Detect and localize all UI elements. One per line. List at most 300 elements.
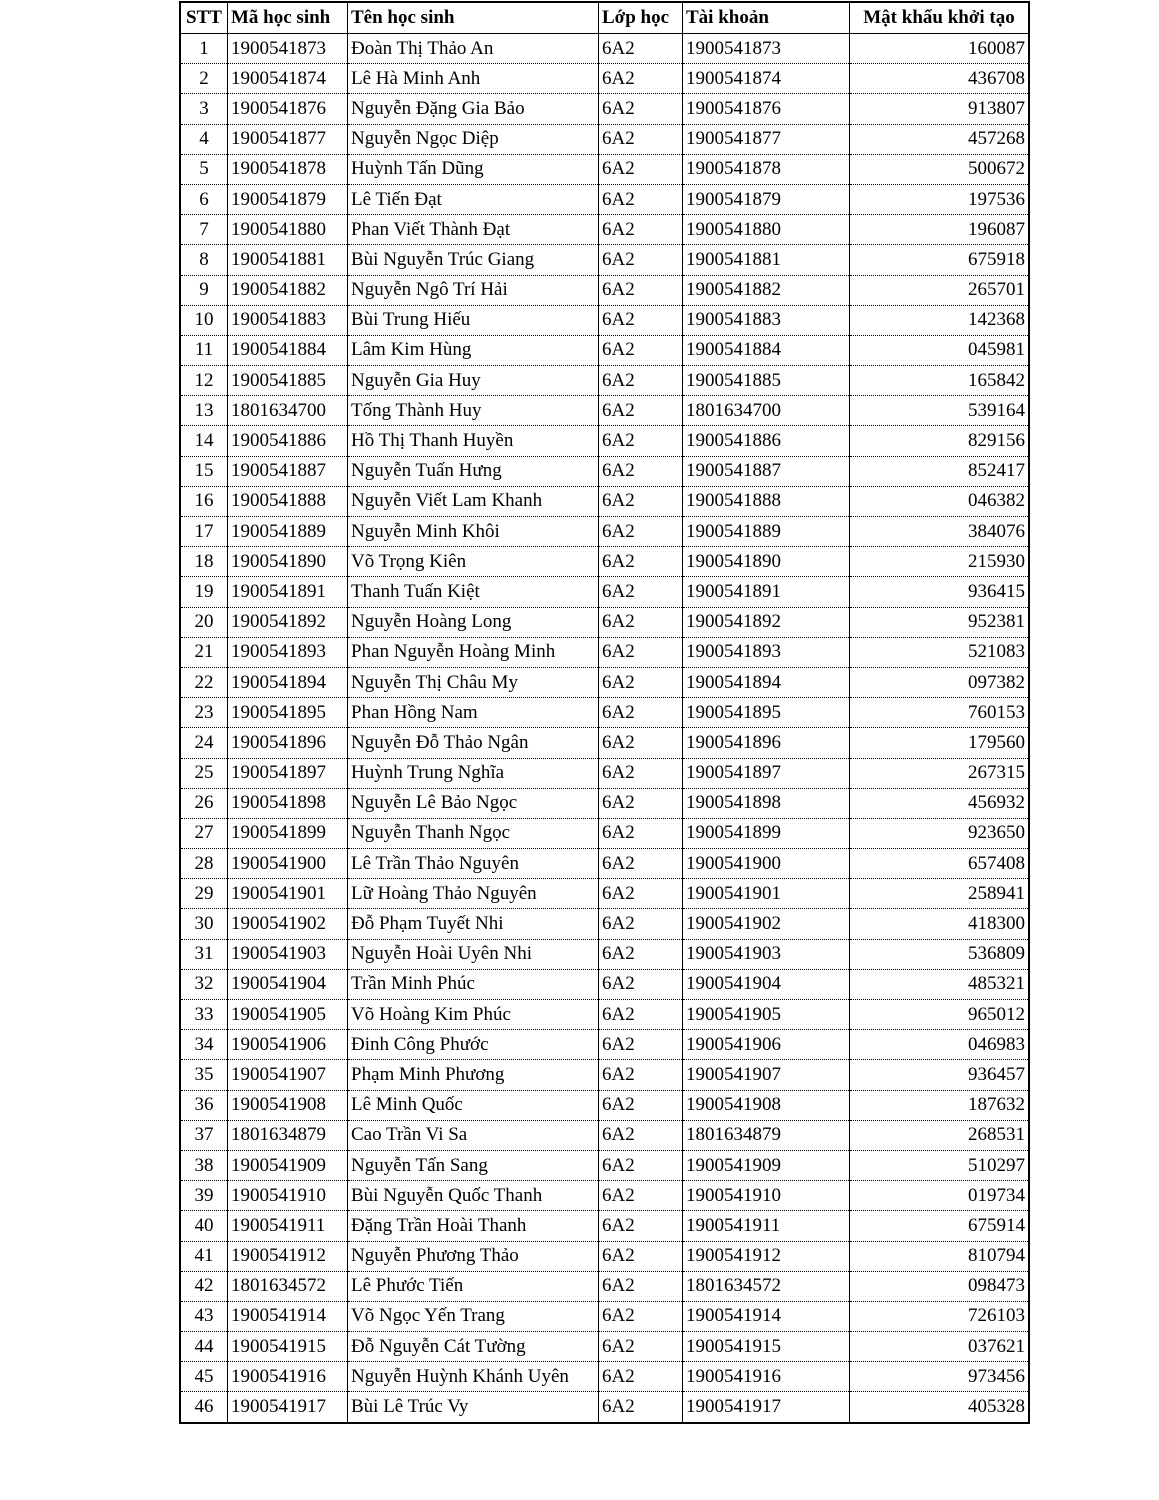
cell-student-id: 1900541898 — [228, 788, 348, 818]
cell-stt: 25 — [180, 758, 228, 788]
cell-account: 1900541900 — [683, 849, 850, 879]
cell-student-name: Đỗ Phạm Tuyết Nhi — [348, 909, 599, 939]
cell-class: 6A2 — [599, 1301, 683, 1331]
cell-initial-password: 265701 — [850, 275, 1030, 305]
cell-stt: 8 — [180, 245, 228, 275]
cell-class: 6A2 — [599, 547, 683, 577]
cell-stt: 17 — [180, 517, 228, 547]
cell-account: 1900541904 — [683, 969, 850, 999]
cell-initial-password: 267315 — [850, 758, 1030, 788]
cell-account: 1900541893 — [683, 637, 850, 667]
cell-student-name: Nguyễn Ngọc Diệp — [348, 124, 599, 154]
cell-student-id: 1900541910 — [228, 1181, 348, 1211]
cell-class: 6A2 — [599, 1392, 683, 1423]
cell-class: 6A2 — [599, 1150, 683, 1180]
cell-account: 1900541877 — [683, 124, 850, 154]
table-row — [180, 1030, 1029, 1060]
cell-student-name: Nguyễn Tuấn Hưng — [348, 456, 599, 486]
cell-stt: 31 — [180, 939, 228, 969]
cell-student-id: 1900541914 — [228, 1301, 348, 1331]
cell-initial-password: 829156 — [850, 426, 1030, 456]
cell-student-name: Hồ Thị Thanh Huyền — [348, 426, 599, 456]
cell-student-name: Bùi Nguyễn Quốc Thanh — [348, 1181, 599, 1211]
cell-account: 1900541898 — [683, 788, 850, 818]
cell-initial-password: 536809 — [850, 939, 1030, 969]
cell-stt: 26 — [180, 788, 228, 818]
cell-stt: 20 — [180, 607, 228, 637]
cell-class: 6A2 — [599, 305, 683, 335]
cell-initial-password: 936415 — [850, 577, 1030, 607]
table-row — [180, 366, 1029, 396]
cell-stt: 13 — [180, 396, 228, 426]
cell-student-name: Nguyễn Gia Huy — [348, 366, 599, 396]
table-row — [180, 849, 1029, 879]
cell-account: 1900541876 — [683, 94, 850, 124]
cell-initial-password: 952381 — [850, 607, 1030, 637]
cell-initial-password: 258941 — [850, 879, 1030, 909]
table-row — [180, 577, 1029, 607]
table-row — [180, 1000, 1029, 1030]
cell-student-name: Nguyễn Thanh Ngọc — [348, 818, 599, 848]
cell-account: 1900541873 — [683, 34, 850, 64]
cell-student-name: Nguyễn Hoàng Long — [348, 607, 599, 637]
table-row — [180, 698, 1029, 728]
cell-account: 1900541896 — [683, 728, 850, 758]
table-row — [180, 939, 1029, 969]
cell-initial-password: 045981 — [850, 335, 1030, 365]
cell-initial-password: 097382 — [850, 667, 1030, 697]
cell-initial-password: 405328 — [850, 1392, 1030, 1423]
cell-student-id: 1900541901 — [228, 879, 348, 909]
cell-stt: 43 — [180, 1301, 228, 1331]
cell-class: 6A2 — [599, 1000, 683, 1030]
cell-stt: 28 — [180, 849, 228, 879]
cell-initial-password: 675914 — [850, 1211, 1030, 1241]
cell-student-name: Phan Viết Thành Đạt — [348, 215, 599, 245]
cell-account: 1801634700 — [683, 396, 850, 426]
cell-student-name: Thanh Tuấn Kiệt — [348, 577, 599, 607]
table-row — [180, 1301, 1029, 1331]
cell-student-name: Đỗ Nguyễn Cát Tường — [348, 1332, 599, 1362]
cell-student-id: 1900541908 — [228, 1090, 348, 1120]
cell-class: 6A2 — [599, 1060, 683, 1090]
cell-student-name: Nguyễn Đặng Gia Bảo — [348, 94, 599, 124]
cell-account: 1900541908 — [683, 1090, 850, 1120]
cell-class: 6A2 — [599, 1271, 683, 1301]
cell-stt: 39 — [180, 1181, 228, 1211]
cell-student-id: 1900541907 — [228, 1060, 348, 1090]
cell-initial-password: 852417 — [850, 456, 1030, 486]
table-row — [180, 215, 1029, 245]
table-row — [180, 184, 1029, 214]
cell-account: 1900541881 — [683, 245, 850, 275]
table-row — [180, 818, 1029, 848]
cell-student-name: Nguyễn Huỳnh Khánh Uyên — [348, 1362, 599, 1392]
cell-class: 6A2 — [599, 1090, 683, 1120]
cell-class: 6A2 — [599, 1120, 683, 1150]
cell-student-name: Cao Trần Vi Sa — [348, 1120, 599, 1150]
cell-student-id: 1900541917 — [228, 1392, 348, 1423]
table-row — [180, 879, 1029, 909]
table-row — [180, 1060, 1029, 1090]
cell-student-id: 1900541904 — [228, 969, 348, 999]
table-row — [180, 34, 1029, 64]
table-body — [180, 34, 1029, 1423]
cell-class: 6A2 — [599, 1181, 683, 1211]
cell-class: 6A2 — [599, 366, 683, 396]
cell-student-name: Đoàn Thị Thảo An — [348, 34, 599, 64]
cell-account: 1801634572 — [683, 1271, 850, 1301]
cell-class: 6A2 — [599, 184, 683, 214]
cell-stt: 27 — [180, 818, 228, 848]
cell-stt: 40 — [180, 1211, 228, 1241]
cell-student-id: 1900541899 — [228, 818, 348, 848]
cell-class: 6A2 — [599, 879, 683, 909]
cell-stt: 30 — [180, 909, 228, 939]
cell-student-id: 1900541881 — [228, 245, 348, 275]
cell-student-name: Nguyễn Minh Khôi — [348, 517, 599, 547]
cell-student-id: 1900541874 — [228, 64, 348, 94]
cell-class: 6A2 — [599, 124, 683, 154]
cell-class: 6A2 — [599, 577, 683, 607]
cell-account: 1900541914 — [683, 1301, 850, 1331]
cell-account: 1900541886 — [683, 426, 850, 456]
cell-initial-password: 046983 — [850, 1030, 1030, 1060]
cell-student-id: 1900541893 — [228, 637, 348, 667]
cell-student-name: Lê Trần Thảo Nguyên — [348, 849, 599, 879]
cell-student-id: 1900541902 — [228, 909, 348, 939]
cell-student-name: Nguyễn Viết Lam Khanh — [348, 486, 599, 516]
cell-stt: 23 — [180, 698, 228, 728]
table-row — [180, 1332, 1029, 1362]
cell-account: 1900541889 — [683, 517, 850, 547]
cell-initial-password: 521083 — [850, 637, 1030, 667]
cell-initial-password: 046382 — [850, 486, 1030, 516]
cell-student-id: 1900541878 — [228, 154, 348, 184]
cell-initial-password: 436708 — [850, 64, 1030, 94]
cell-stt: 18 — [180, 547, 228, 577]
header-initial-password: Mật khẩu khởi tạo — [850, 2, 1030, 34]
cell-account: 1900541892 — [683, 607, 850, 637]
cell-student-name: Nguyễn Tấn Sang — [348, 1150, 599, 1180]
cell-initial-password: 539164 — [850, 396, 1030, 426]
cell-initial-password: 098473 — [850, 1271, 1030, 1301]
cell-class: 6A2 — [599, 456, 683, 486]
cell-stt: 1 — [180, 34, 228, 64]
cell-student-name: Phan Hồng Nam — [348, 698, 599, 728]
cell-class: 6A2 — [599, 154, 683, 184]
cell-student-id: 1900541912 — [228, 1241, 348, 1271]
table-row — [180, 1362, 1029, 1392]
table-row — [180, 396, 1029, 426]
table-row — [180, 64, 1029, 94]
cell-class: 6A2 — [599, 969, 683, 999]
cell-stt: 35 — [180, 1060, 228, 1090]
cell-account: 1900541905 — [683, 1000, 850, 1030]
cell-stt: 34 — [180, 1030, 228, 1060]
cell-stt: 42 — [180, 1271, 228, 1301]
cell-stt: 7 — [180, 215, 228, 245]
cell-class: 6A2 — [599, 34, 683, 64]
cell-student-name: Bùi Nguyễn Trúc Giang — [348, 245, 599, 275]
cell-initial-password: 160087 — [850, 34, 1030, 64]
cell-student-id: 1900541896 — [228, 728, 348, 758]
cell-student-name: Phan Nguyễn Hoàng Minh — [348, 637, 599, 667]
cell-stt: 21 — [180, 637, 228, 667]
table-row — [180, 547, 1029, 577]
cell-initial-password: 179560 — [850, 728, 1030, 758]
table-row — [180, 1211, 1029, 1241]
cell-initial-password: 268531 — [850, 1120, 1030, 1150]
cell-account: 1900541878 — [683, 154, 850, 184]
cell-account: 1900541915 — [683, 1332, 850, 1362]
cell-stt: 33 — [180, 1000, 228, 1030]
cell-initial-password: 973456 — [850, 1362, 1030, 1392]
cell-initial-password: 726103 — [850, 1301, 1030, 1331]
cell-student-id: 1900541882 — [228, 275, 348, 305]
cell-initial-password: 923650 — [850, 818, 1030, 848]
cell-stt: 19 — [180, 577, 228, 607]
cell-initial-password: 196087 — [850, 215, 1030, 245]
table-row — [180, 275, 1029, 305]
cell-account: 1900541901 — [683, 879, 850, 909]
cell-student-name: Phạm Minh Phương — [348, 1060, 599, 1090]
cell-initial-password: 215930 — [850, 547, 1030, 577]
cell-stt: 9 — [180, 275, 228, 305]
cell-student-id: 1900541911 — [228, 1211, 348, 1241]
cell-student-id: 1900541880 — [228, 215, 348, 245]
cell-stt: 37 — [180, 1120, 228, 1150]
cell-student-name: Lữ Hoàng Thảo Nguyên — [348, 879, 599, 909]
cell-student-name: Đinh Công Phước — [348, 1030, 599, 1060]
cell-class: 6A2 — [599, 1362, 683, 1392]
table-row — [180, 426, 1029, 456]
cell-stt: 12 — [180, 366, 228, 396]
cell-stt: 38 — [180, 1150, 228, 1180]
table-row — [180, 969, 1029, 999]
cell-class: 6A2 — [599, 335, 683, 365]
table-row — [180, 728, 1029, 758]
cell-class: 6A2 — [599, 698, 683, 728]
cell-initial-password: 019734 — [850, 1181, 1030, 1211]
cell-initial-password: 037621 — [850, 1332, 1030, 1362]
cell-account: 1801634879 — [683, 1120, 850, 1150]
cell-account: 1900541885 — [683, 366, 850, 396]
cell-stt: 5 — [180, 154, 228, 184]
cell-class: 6A2 — [599, 637, 683, 667]
cell-account: 1900541917 — [683, 1392, 850, 1423]
cell-student-name: Nguyễn Ngô Trí Hải — [348, 275, 599, 305]
cell-initial-password: 418300 — [850, 909, 1030, 939]
cell-student-name: Bùi Trung Hiếu — [348, 305, 599, 335]
cell-student-id: 1900541916 — [228, 1362, 348, 1392]
cell-class: 6A2 — [599, 939, 683, 969]
table-row — [180, 1241, 1029, 1271]
cell-class: 6A2 — [599, 758, 683, 788]
cell-account: 1900541883 — [683, 305, 850, 335]
cell-stt: 24 — [180, 728, 228, 758]
cell-student-name: Lê Minh Quốc — [348, 1090, 599, 1120]
cell-initial-password: 165842 — [850, 366, 1030, 396]
header-class: Lớp học — [599, 2, 683, 34]
table-row — [180, 456, 1029, 486]
cell-class: 6A2 — [599, 486, 683, 516]
table-row — [180, 486, 1029, 516]
cell-stt: 32 — [180, 969, 228, 999]
cell-class: 6A2 — [599, 245, 683, 275]
cell-student-id: 1900541905 — [228, 1000, 348, 1030]
cell-student-id: 1900541887 — [228, 456, 348, 486]
cell-student-name: Tống Thành Huy — [348, 396, 599, 426]
cell-class: 6A2 — [599, 64, 683, 94]
cell-account: 1900541874 — [683, 64, 850, 94]
cell-stt: 2 — [180, 64, 228, 94]
cell-student-name: Nguyễn Phương Thảo — [348, 1241, 599, 1271]
cell-initial-password: 485321 — [850, 969, 1030, 999]
cell-student-name: Lê Phước Tiến — [348, 1271, 599, 1301]
cell-account: 1900541897 — [683, 758, 850, 788]
cell-account: 1900541884 — [683, 335, 850, 365]
cell-student-id: 1900541891 — [228, 577, 348, 607]
cell-stt: 45 — [180, 1362, 228, 1392]
cell-student-id: 1900541877 — [228, 124, 348, 154]
cell-initial-password: 500672 — [850, 154, 1030, 184]
cell-initial-password: 197536 — [850, 184, 1030, 214]
cell-student-id: 1900541873 — [228, 34, 348, 64]
cell-account: 1900541906 — [683, 1030, 850, 1060]
table-row — [180, 1150, 1029, 1180]
header-row — [180, 2, 1029, 34]
cell-student-name: Nguyễn Hoài Uyên Nhi — [348, 939, 599, 969]
cell-student-id: 1900541894 — [228, 667, 348, 697]
cell-student-name: Bùi Lê Trúc Vy — [348, 1392, 599, 1423]
cell-account: 1900541880 — [683, 215, 850, 245]
table-row — [180, 637, 1029, 667]
cell-stt: 15 — [180, 456, 228, 486]
cell-class: 6A2 — [599, 1211, 683, 1241]
header-account: Tài khoản — [683, 2, 850, 34]
cell-stt: 41 — [180, 1241, 228, 1271]
table-row — [180, 667, 1029, 697]
table-row — [180, 1120, 1029, 1150]
cell-initial-password: 456932 — [850, 788, 1030, 818]
cell-account: 1900541882 — [683, 275, 850, 305]
cell-student-name: Huỳnh Tấn Dũng — [348, 154, 599, 184]
cell-student-id: 1900541890 — [228, 547, 348, 577]
cell-stt: 11 — [180, 335, 228, 365]
table-row — [180, 758, 1029, 788]
cell-account: 1900541888 — [683, 486, 850, 516]
cell-student-name: Nguyễn Đỗ Thảo Ngân — [348, 728, 599, 758]
cell-student-name: Đặng Trần Hoài Thanh — [348, 1211, 599, 1241]
cell-class: 6A2 — [599, 215, 683, 245]
cell-student-id: 1900541906 — [228, 1030, 348, 1060]
cell-student-name: Võ Ngọc Yến Trang — [348, 1301, 599, 1331]
cell-class: 6A2 — [599, 818, 683, 848]
cell-account: 1900541890 — [683, 547, 850, 577]
cell-account: 1900541891 — [683, 577, 850, 607]
table-row — [180, 1090, 1029, 1120]
cell-stt: 6 — [180, 184, 228, 214]
cell-student-name: Lê Tiến Đạt — [348, 184, 599, 214]
cell-class: 6A2 — [599, 275, 683, 305]
cell-stt: 44 — [180, 1332, 228, 1362]
cell-initial-password: 760153 — [850, 698, 1030, 728]
cell-account: 1900541910 — [683, 1181, 850, 1211]
cell-initial-password: 936457 — [850, 1060, 1030, 1090]
table-row — [180, 245, 1029, 275]
cell-account: 1900541912 — [683, 1241, 850, 1271]
cell-class: 6A2 — [599, 426, 683, 456]
cell-account: 1900541895 — [683, 698, 850, 728]
cell-student-id: 1900541889 — [228, 517, 348, 547]
cell-initial-password: 384076 — [850, 517, 1030, 547]
cell-initial-password: 810794 — [850, 1241, 1030, 1271]
cell-initial-password: 657408 — [850, 849, 1030, 879]
cell-initial-password: 457268 — [850, 124, 1030, 154]
cell-student-id: 1900541883 — [228, 305, 348, 335]
cell-stt: 4 — [180, 124, 228, 154]
table-row — [180, 607, 1029, 637]
cell-account: 1900541916 — [683, 1362, 850, 1392]
cell-class: 6A2 — [599, 1030, 683, 1060]
cell-student-id: 1900541879 — [228, 184, 348, 214]
cell-student-id: 1900541895 — [228, 698, 348, 728]
header-student-name: Tên học sinh — [348, 2, 599, 34]
cell-initial-password: 510297 — [850, 1150, 1030, 1180]
cell-student-id: 1801634879 — [228, 1120, 348, 1150]
cell-class: 6A2 — [599, 517, 683, 547]
cell-student-name: Võ Hoàng Kim Phúc — [348, 1000, 599, 1030]
cell-account: 1900541899 — [683, 818, 850, 848]
cell-student-id: 1900541876 — [228, 94, 348, 124]
cell-student-id: 1900541892 — [228, 607, 348, 637]
student-account-table — [179, 1, 1030, 1424]
header-student-id: Mã học sinh — [228, 2, 348, 34]
cell-student-id: 1900541903 — [228, 939, 348, 969]
header-stt: STT — [180, 2, 228, 34]
cell-student-id: 1900541897 — [228, 758, 348, 788]
table-row — [180, 94, 1029, 124]
cell-class: 6A2 — [599, 607, 683, 637]
table-row — [180, 788, 1029, 818]
cell-student-name: Lê Hà Minh Anh — [348, 64, 599, 94]
cell-account: 1900541909 — [683, 1150, 850, 1180]
cell-account: 1900541887 — [683, 456, 850, 486]
cell-class: 6A2 — [599, 1332, 683, 1362]
cell-account: 1900541902 — [683, 909, 850, 939]
cell-student-id: 1900541900 — [228, 849, 348, 879]
cell-initial-password: 965012 — [850, 1000, 1030, 1030]
cell-student-name: Nguyễn Thị Châu My — [348, 667, 599, 697]
table-row — [180, 909, 1029, 939]
cell-class: 6A2 — [599, 909, 683, 939]
cell-student-id: 1900541886 — [228, 426, 348, 456]
cell-stt: 16 — [180, 486, 228, 516]
cell-initial-password: 675918 — [850, 245, 1030, 275]
cell-stt: 36 — [180, 1090, 228, 1120]
cell-student-id: 1900541888 — [228, 486, 348, 516]
table-row — [180, 335, 1029, 365]
cell-account: 1900541911 — [683, 1211, 850, 1241]
table-row — [180, 305, 1029, 335]
cell-student-name: Võ Trọng Kiên — [348, 547, 599, 577]
cell-class: 6A2 — [599, 1241, 683, 1271]
cell-stt: 29 — [180, 879, 228, 909]
cell-class: 6A2 — [599, 396, 683, 426]
table-row — [180, 1392, 1029, 1423]
cell-stt: 46 — [180, 1392, 228, 1423]
